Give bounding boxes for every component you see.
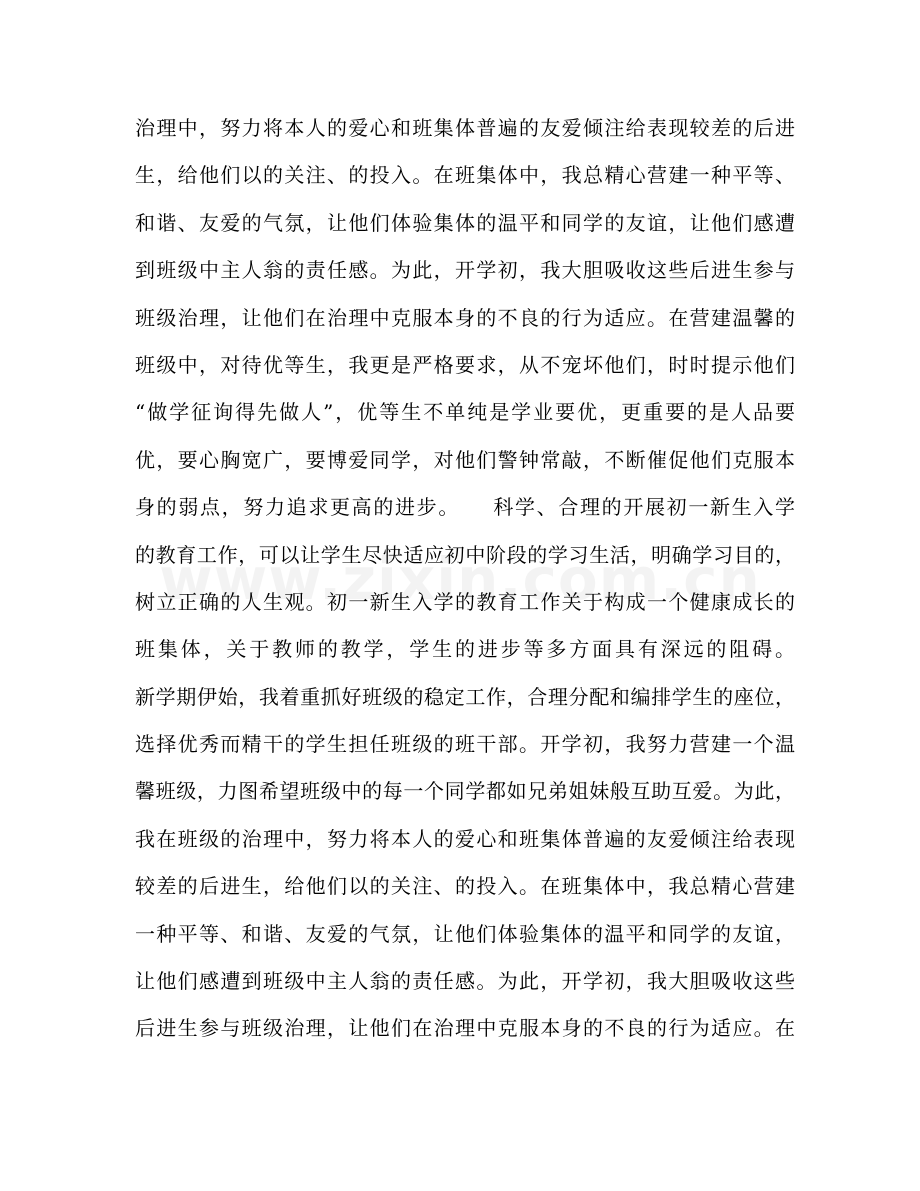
body-text (135, 105, 795, 1053)
text-line: 一种平等、和谐、友爱的气氛，让他们体验集体的温平和同学的友谊， (135, 921, 795, 946)
text-line: 班级治理，让他们在治理中克服本身的不良的行为适应。在营建温馨的 (135, 305, 795, 330)
text-line: 班级中，对待优等生，我更是严格要求，从不宠坏他们，时时提示他们 (135, 352, 795, 377)
text-line: 馨班级，力图希望班级中的每一个同学都如兄弟姐妹般互助互爱。为此， (135, 779, 795, 804)
text-line: 班集体，关于教师的教学，学生的进步等多方面具有深远的阻碍。 (135, 637, 795, 662)
text-line: 让他们感遭到班级中主人翁的责任感。为此，开学初，我大胆吸收这些 (135, 969, 795, 994)
text-line: 我在班级的治理中，努力将本人的爱心和班集体普遍的友爱倾注给表现 (135, 826, 795, 851)
text-line: 新学期伊始，我着重抓好班级的稳定工作，合理分配和编排学生的座位， (135, 684, 795, 709)
text-line: “做学征询得先做人”，优等生不单纯是学业要优，更重要的是人品要 (135, 400, 795, 425)
text-line: 较差的后进生，给他们以的关注、的投入。在班集体中，我总精心营建 (135, 874, 795, 899)
text-line: 树立正确的人生观。初一新生入学的教育工作关于构成一个健康成长的 (135, 589, 795, 614)
text-line: 身的弱点，努力追求更高的进步。 科学、合理的开展初一新生入学 (135, 495, 795, 520)
text-line: 选择优秀而精干的学生担任班级的班干部。开学初，我努力营建一个温 (135, 732, 795, 757)
text-line: 后进生参与班级治理，让他们在治理中克服本身的不良的行为适应。在 (135, 1016, 795, 1041)
text-line: 到班级中主人翁的责任感。为此，开学初，我大胆吸收这些后进生参与 (135, 258, 795, 283)
text-line: 和谐、友爱的气氛，让他们体验集体的温平和同学的友谊，让他们感遭 (135, 210, 795, 235)
text-line: 的教育工作，可以让学生尽快适应初中阶段的学习生活，明确学习目的， (135, 542, 795, 567)
text-line: 生，给他们以的关注、的投入。在班集体中，我总精心营建一种平等、 (135, 163, 795, 188)
text-line: 治理中，努力将本人的爱心和班集体普遍的友爱倾注给表现较差的后进 (135, 116, 795, 140)
text-line: 优，要心胸宽广，要博爱同学，对他们警钟常敲，不断催促他们克服本 (135, 447, 795, 472)
